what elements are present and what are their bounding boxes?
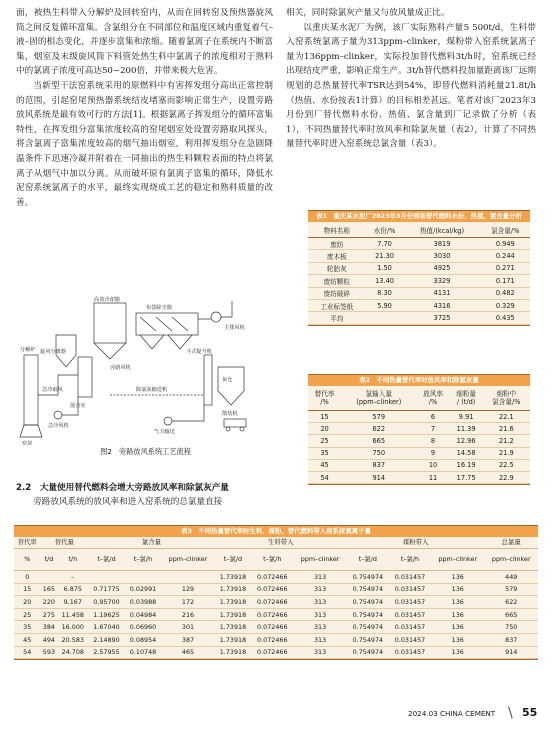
- table-row: [308, 423, 530, 435]
- table-cell: 0.04984: [125, 608, 162, 621]
- table-cell: 工业标签纸: [308, 299, 366, 311]
- table-cell: 25: [308, 435, 341, 447]
- table-cell: 449: [484, 571, 538, 584]
- table-row: [308, 435, 530, 447]
- table-cell: 750: [484, 621, 538, 634]
- t3-group-coal: 煤粉带入: [347, 537, 485, 549]
- t3-group-rate: 替代率: [14, 537, 40, 549]
- table-cell: 0.031457: [389, 583, 431, 596]
- table-cell: 11: [416, 471, 449, 483]
- table-row: [14, 633, 538, 646]
- table-cell: –: [57, 571, 88, 584]
- table-cell: 665: [484, 608, 538, 621]
- table-cell: 136: [431, 608, 484, 621]
- t2-header-cell: 细粉量 / (t/d): [450, 386, 483, 411]
- table-cell: [88, 571, 125, 584]
- t2-header-cell: 细粉中 氯含量/%: [483, 386, 530, 411]
- table-cell: 837: [341, 459, 416, 471]
- table-cell: 0.754974: [347, 608, 389, 621]
- process-flow-diagram: [18, 295, 273, 445]
- table-cell: 275: [40, 608, 57, 621]
- table-cell: 7: [416, 423, 449, 435]
- table-cell: 0.244: [481, 250, 530, 262]
- table-cell: 313: [293, 608, 346, 621]
- t3-sub-header-cell: t–氯/d: [88, 549, 125, 571]
- t3-sub-header-cell: t–氯/d: [215, 549, 252, 571]
- table-cell: 0.031457: [389, 608, 431, 621]
- table-3-sub-header: [14, 549, 538, 571]
- left-column: [16, 6, 273, 210]
- table-cell: 129: [161, 583, 214, 596]
- left-paragraph-2: 当新型干法窑系统采用的原燃料中有害挥发组分高出正常控制的范围，引起窑尾预热器系统结皮堵塞而影响正常生产，设置旁路放风系统是最有效可行的方法[1]。根据氯离子挥发组分的循环富集特性，在挥发组分富集浓度较高的窑尾烟室处设置旁路取风探头，将含氯离子富集浓度较高的烟气抽出烟室，利用挥发组分在急剧降温条件下迅速冷凝并附着在一同抽出的热生料颗粒表面的特点将氯离子从烟气中加以分离。从而破坏原有氯离子富集的循环，降低水泥窑系统氯离子的水平，最终实现烧成工艺的稳定和熟料质量的改善。: [16, 80, 273, 208]
- table-cell: 4316: [403, 299, 480, 311]
- table-cell: 0.171: [481, 275, 530, 287]
- process-flow-figure: [18, 295, 273, 467]
- table-cell: 21.30: [366, 250, 404, 262]
- t3-sub-header-cell: t–氯/h: [251, 549, 293, 571]
- table-cell: 20: [14, 596, 40, 609]
- table-cell: 45: [14, 633, 40, 646]
- right-paragraph-1: 相关，同时除氯灰产量又与放风量成正比。: [286, 8, 450, 18]
- table-cell: 14.58: [450, 447, 483, 459]
- table-cell: 平均: [308, 312, 366, 324]
- table-cell: 1.19625: [88, 608, 125, 621]
- left-paragraph-1: 面，被热生料带入分解炉及回转窑内，从而在回转窑及预热器旋风筒之间反复循环富集。含氯组分在不同部位和温度区域内重复着气–液–固的相态变化，并逐步富集和浓缩。随着氯离子在系统内不断富集，烟室及末级旋风筒下料管处热生料中氯离子的浓度相对于熟料中的氯离子浓度可高达50~200倍，并带来极大危害。: [16, 8, 273, 77]
- table-cell: 25: [14, 608, 40, 621]
- label-mixing-chamber: 混合室: [70, 403, 86, 409]
- table-cell: 313: [293, 633, 346, 646]
- table-cell: 1.73918: [215, 633, 252, 646]
- table-cell: 0.072466: [251, 596, 293, 609]
- table-cell: 废木板: [308, 250, 366, 262]
- issue-label: 2024.03 CHINA CEMENT: [408, 709, 496, 718]
- table-cell: 0.031457: [389, 646, 431, 659]
- table-cell: 313: [293, 621, 346, 634]
- table-cell: 914: [341, 471, 416, 483]
- table-row: [14, 596, 538, 609]
- label-bypass-fan: 旁路风机: [110, 365, 131, 371]
- cooler-shape: [94, 303, 126, 343]
- footer-divider: \: [508, 705, 513, 721]
- label-kiln-tail: 窑尾: [22, 441, 33, 445]
- label-cooler: 高效冷却器: [94, 297, 120, 303]
- table-cell: 4925: [403, 262, 480, 274]
- table-cell: 136: [431, 633, 484, 646]
- label-blower: 气力输送: [154, 429, 175, 435]
- table-cell: 0.031457: [389, 633, 431, 646]
- table-cell: 16.000: [57, 621, 88, 634]
- table-cell: 1.73918: [215, 608, 252, 621]
- table-cell: 11.39: [450, 423, 483, 435]
- table-cell: 2.57955: [88, 646, 125, 659]
- table-cell: 0.072466: [251, 633, 293, 646]
- table-row: [14, 621, 538, 634]
- table-cell: 54: [14, 646, 40, 659]
- table-row: [308, 262, 530, 274]
- table-cell: 0.435: [481, 312, 530, 324]
- table-cell: 172: [161, 596, 214, 609]
- table-cell: 622: [484, 596, 538, 609]
- t3-sub-header-cell: ppm–clinker: [161, 549, 214, 571]
- table-cell: 21.9: [483, 447, 530, 459]
- table-row: [308, 312, 530, 324]
- table-cell: 3819: [403, 238, 480, 250]
- table-cell: 3725: [403, 312, 480, 324]
- table-cell: 4131: [403, 287, 480, 299]
- table-1-grid: [308, 222, 530, 325]
- table-cell: 0.02991: [125, 583, 162, 596]
- section-heading: 2.2 大量使用替代燃料会增大旁路放风率和除氯灰产量: [16, 483, 229, 493]
- table-cell: 16.19: [450, 459, 483, 471]
- table-cell: 54: [308, 471, 341, 483]
- table-cell: 0.271: [481, 262, 530, 274]
- table-row: [14, 571, 538, 584]
- t3-sub-header-cell: ppm–clinker: [431, 549, 484, 571]
- table-cell: 165: [40, 583, 57, 596]
- table-cell: 0.031457: [389, 571, 431, 584]
- table-row: [308, 411, 530, 423]
- table-cell: 11.458: [57, 608, 88, 621]
- t1-header-cell: 氯含量/%: [481, 222, 530, 238]
- table-cell: 622: [341, 423, 416, 435]
- table-cell: 22.5: [483, 459, 530, 471]
- t1-header-cell: 水份/%: [366, 222, 404, 238]
- main-fan-shape: [211, 312, 221, 322]
- t2-header-cell: 放风率 /%: [416, 386, 449, 411]
- table-cell: 0.754974: [347, 633, 389, 646]
- table-cell: 136: [431, 646, 484, 659]
- table-cell: 136: [431, 621, 484, 634]
- label-elevator: 斗式提升机: [186, 349, 212, 355]
- table-2-grid: [308, 386, 530, 484]
- table-cell: 384: [40, 621, 57, 634]
- t3-sub-header-cell: ppm–clinker: [293, 549, 346, 571]
- table-cell: [366, 312, 404, 324]
- table-cell: 0.754974: [347, 571, 389, 584]
- table-cell: 7.70: [366, 238, 404, 250]
- table-cell: 0.03988: [125, 596, 162, 609]
- table-cell: 废纺破碎: [308, 287, 366, 299]
- t1-header-cell: 热值/(kcal/kg): [403, 222, 480, 238]
- table-1-caption: 表1 重庆某水泥厂2023年3月份到场替代燃料水份、热值、氯含量分析: [308, 211, 530, 222]
- table-cell: 24.708: [57, 646, 88, 659]
- table-cell: 21.6: [483, 423, 530, 435]
- t3-group-amount: 替代量: [40, 537, 88, 549]
- table-cell: 废纺: [308, 238, 366, 250]
- table-cell: 665: [341, 435, 416, 447]
- section-2-2: [16, 481, 273, 509]
- table-cell: 0.072466: [251, 583, 293, 596]
- table-row: [308, 275, 530, 287]
- table-cell: 313: [293, 571, 346, 584]
- table-cell: 35: [14, 621, 40, 634]
- table-3-group-header: [14, 537, 538, 549]
- table-cell: 22.9: [483, 471, 530, 483]
- table-cell: 136: [431, 596, 484, 609]
- table-cell: 轮胎灰: [308, 262, 366, 274]
- table-cell: 0.71775: [88, 583, 125, 596]
- t3-sub-header-cell: t–氯/d: [347, 549, 389, 571]
- table-cell: 1.73918: [215, 596, 252, 609]
- label-dust-conveyor: 除氯灰输送机: [136, 387, 168, 393]
- table-cell: 2.14890: [88, 633, 125, 646]
- table-cell: 1.73918: [215, 583, 252, 596]
- table-cell: 0.754974: [347, 583, 389, 596]
- table-cell: 5.90: [366, 299, 404, 311]
- table-cell: 22.1: [483, 411, 530, 423]
- table-cell: [125, 571, 162, 584]
- table-row: [308, 250, 530, 262]
- table-cell: 0.072466: [251, 608, 293, 621]
- table-cell: [161, 571, 214, 584]
- t3-sub-header-cell: t–氯/h: [125, 549, 162, 571]
- table-cell: 0.072466: [251, 646, 293, 659]
- table-cell: 0: [14, 571, 40, 584]
- table-cell: 0.754974: [347, 621, 389, 634]
- decomposer-shape: [24, 355, 38, 425]
- right-paragraph-2: 以重庆某水泥厂为例，该厂实际熟料产量5 500t/d，生料带入窑系统氯离子量为313ppm–clinker，煤粉带入窑系统氯离子量为136ppm–clinker，实际投加替代燃料3t/h时，窑系统已经出现结皮严重，影响正常生产。3t/h替代燃料投加量距离该厂远期规划的总热量替代率TSR达到54%，即替代燃料消耗量21.8t/h（热值、水份按表1计算）的目标相差甚远。笔者对该厂2023年3月份到厂替代燃料水份、热值、氯含量到厂记录做了分析（表1），不同热量替代率时放风率和除氯灰量（表2），计算了不同热量替代率时进入窑系统总氯含量（表3）。: [286, 22, 536, 150]
- table-cell: 0.949: [481, 238, 530, 250]
- table-cell: 136: [431, 583, 484, 596]
- label-silo: 灰仓: [222, 377, 233, 383]
- table-cell: 914: [484, 646, 538, 659]
- table-cell: 216: [161, 608, 214, 621]
- section-text: 旁路放风系统的放风率和进入窑系统的总氯量直接: [33, 497, 223, 508]
- table-cell: 313: [293, 596, 346, 609]
- table-cell: 0.329: [481, 299, 530, 311]
- t1-header-cell: 物料名称: [308, 222, 366, 238]
- table-row: [14, 608, 538, 621]
- table-cell: 0.10748: [125, 646, 162, 659]
- table-cell: 20.583: [57, 633, 88, 646]
- table-cell: 20: [308, 423, 341, 435]
- figure-caption: 图2 旁路放风系统工艺流程: [100, 447, 191, 456]
- table-cell: 8: [416, 435, 449, 447]
- t2-header-cell: 替代率 /%: [308, 386, 341, 411]
- table-cell: [40, 571, 57, 584]
- table-cell: 8.30: [366, 287, 404, 299]
- table-cell: 593: [40, 646, 57, 659]
- table-cell: 15: [14, 583, 40, 596]
- t3-sub-header-cell: t–氯/h: [389, 549, 431, 571]
- table-cell: 0.754974: [347, 646, 389, 659]
- label-probe: 急冷取风: [42, 387, 63, 393]
- t3-sub-header-cell: %: [14, 549, 40, 571]
- table-cell: 1.50: [366, 262, 404, 274]
- table-cell: 0.072466: [251, 571, 293, 584]
- table-row: [308, 238, 530, 250]
- table-cell: 9.167: [57, 596, 88, 609]
- table-cell: 387: [161, 633, 214, 646]
- table-3-grid: [14, 537, 538, 659]
- table-cell: 750: [341, 447, 416, 459]
- label-decomposer: 分解炉: [20, 347, 36, 353]
- table-2: [308, 374, 530, 485]
- table-3: [14, 525, 538, 660]
- t3-group-total: 总氯量: [484, 537, 538, 549]
- table-cell: 0.95700: [88, 596, 125, 609]
- page-footer: [390, 706, 540, 722]
- table-cell: 1.73918: [215, 646, 252, 659]
- table-cell: 1.73918: [215, 621, 252, 634]
- table-cell: 3030: [403, 250, 480, 262]
- table-cell: 3329: [403, 275, 480, 287]
- table-2-caption: 表2 不同热量替代率时放风率和除氯灰量: [308, 375, 530, 386]
- table-cell: 1.73918: [215, 571, 252, 584]
- table-cell: 0.08954: [125, 633, 162, 646]
- table-row: [308, 447, 530, 459]
- table-cell: 6: [416, 411, 449, 423]
- table-cell: 1.67040: [88, 621, 125, 634]
- bag-filter-shape: [136, 313, 198, 335]
- t2-header-cell: 氯输入量 (ppm–clinker): [341, 386, 416, 411]
- table-cell: 6.875: [57, 583, 88, 596]
- table-cell: 465: [161, 646, 214, 659]
- table-cell: 0.031457: [389, 621, 431, 634]
- table-cell: 0.072466: [251, 621, 293, 634]
- table-cell: 45: [308, 459, 341, 471]
- table-row: [308, 299, 530, 311]
- table-cell: 21.2: [483, 435, 530, 447]
- right-column: [286, 6, 536, 152]
- table-row: [14, 583, 538, 596]
- table-cell: 220: [40, 596, 57, 609]
- table-cell: 0.482: [481, 287, 530, 299]
- label-bag-filter: 布袋除尘器: [146, 305, 172, 311]
- table-cell: 837: [484, 633, 538, 646]
- table-cell: 9.91: [450, 411, 483, 423]
- table-1: [308, 210, 530, 326]
- table-cell: 17.75: [450, 471, 483, 483]
- t3-group-chlorine: 氯含量: [88, 537, 214, 549]
- table-cell: 15: [308, 411, 341, 423]
- table-cell: 13.40: [366, 275, 404, 287]
- table-cell: 0.06960: [125, 621, 162, 634]
- label-cyclone: 旋风分离器: [40, 349, 66, 355]
- t3-sub-header-cell: t/h: [57, 549, 88, 571]
- table-row: [308, 287, 530, 299]
- table-cell: 0.031457: [389, 596, 431, 609]
- t3-group-raw-meal: 生料带入: [215, 537, 347, 549]
- table-cell: 301: [161, 621, 214, 634]
- table-cell: 12.96: [450, 435, 483, 447]
- page-number: 55: [522, 706, 538, 719]
- table-cell: 136: [431, 571, 484, 584]
- table-cell: 579: [341, 411, 416, 423]
- table-cell: 313: [293, 583, 346, 596]
- table-row: [308, 471, 530, 483]
- table-cell: 废纺颗粒: [308, 275, 366, 287]
- table-cell: 494: [40, 633, 57, 646]
- table-cell: 10: [416, 459, 449, 471]
- table-cell: 9: [416, 447, 449, 459]
- label-truck: 散装机: [222, 411, 238, 417]
- silo-shape: [218, 367, 244, 405]
- t3-sub-header-cell: ppm–clinker: [484, 549, 538, 571]
- table-row: [14, 646, 538, 659]
- t3-sub-header-cell: t/d: [40, 549, 57, 571]
- table-cell: 579: [484, 583, 538, 596]
- table-cell: 0.754974: [347, 596, 389, 609]
- table-cell: 313: [293, 646, 346, 659]
- table-row: [308, 459, 530, 471]
- label-main-fan: 主排风机: [224, 325, 245, 331]
- label-cooling-fan: 急冷风机: [48, 423, 69, 429]
- table-cell: 35: [308, 447, 341, 459]
- table-3-caption: 表3 不同热量替代率时生料、煤粉、替代燃料带入窑系统氯离子量: [14, 526, 538, 537]
